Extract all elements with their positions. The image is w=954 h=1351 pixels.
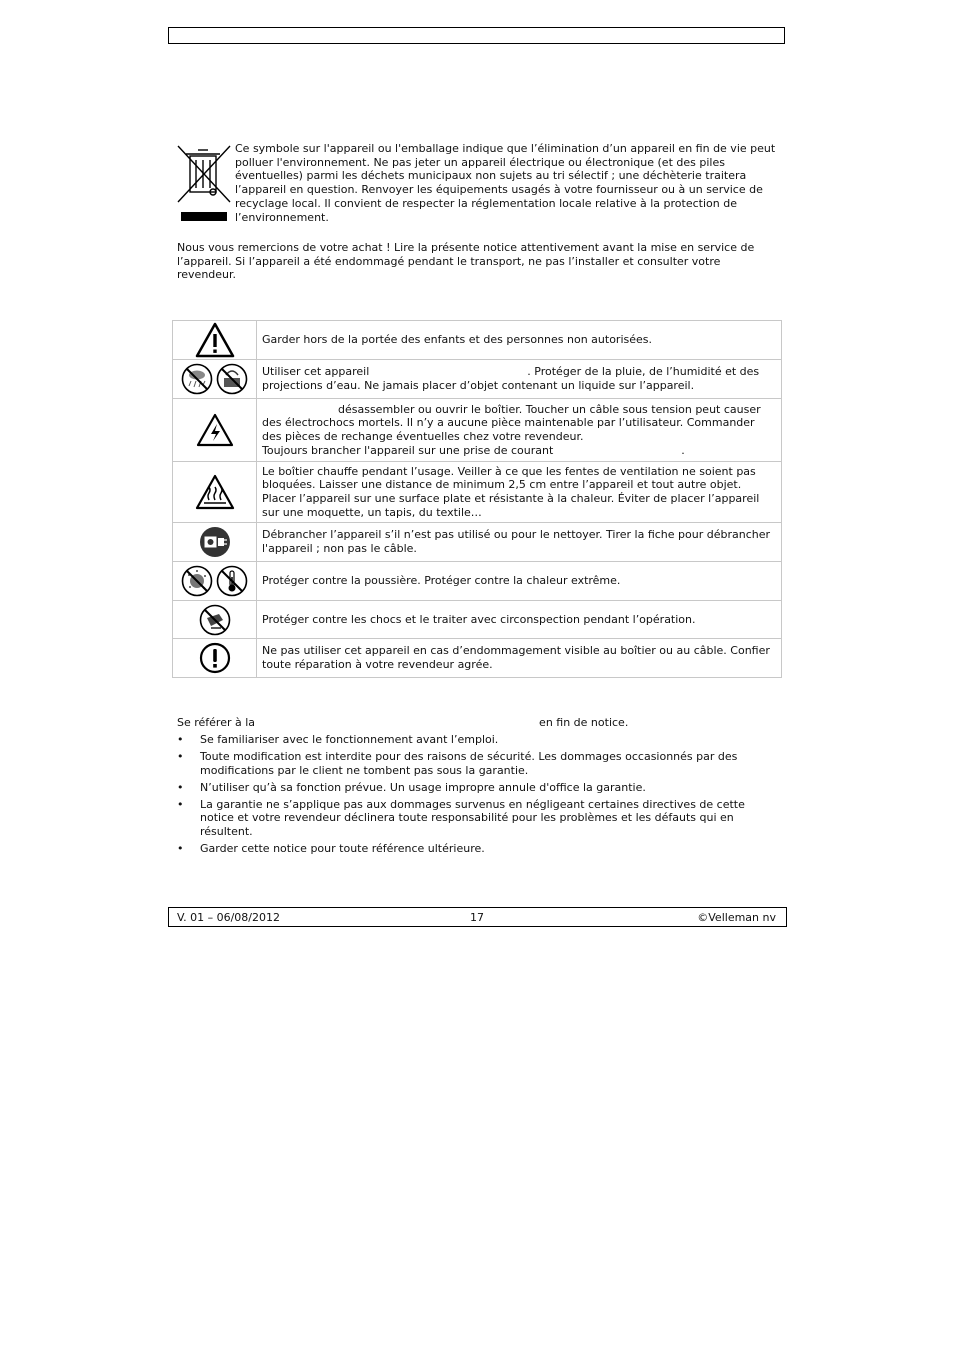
safety-row <box>173 399 782 462</box>
header-box <box>168 27 785 44</box>
unplug-icon <box>199 526 231 558</box>
safety-text: désassembler ou ouvrir le boîtier. Toucher un câble sous tension peut causer des électrochocs mortels. Il n’y a aucune pièce maintenable par l’utilisateur. Commander des pièces de rechange éventuelles chez votre revendeur. Toujours brancher l'appareil sur une prise de courant . <box>257 399 782 462</box>
list-item: • Toute modification est interdite pour des raisons de sécurité. Les dommages occasionnés par des modifications par le client ne tombent pas sous la garantie. <box>177 750 777 777</box>
safety-text: Le boîtier chauffe pendant l’usage. Veiller à ce que les fentes de ventilation ne soient pas bloquées. Laisser une distance de minimum 2,5 cm entre l’appareil et tout autre objet. Placer l’appareil sur une surface plate et résistante à la chaleur. Éviter de placer l’appareil sur une moquette, un tapis, du textile… <box>257 462 782 523</box>
safety-text: Ne pas utiliser cet appareil en cas d’endommagement visible au boîtier ou au câble. Confier toute réparation à votre revendeur agrée. <box>257 639 782 678</box>
refer-line: Se référer à la en fin de notice. <box>177 716 629 729</box>
weee-text: Ce symbole sur l'appareil ou l'emballage indique que l’élimination d’un appareil en fin de vie peut polluer l'environnement. Ne pas jeter un appareil électrique ou électronique (et des piles éventuelles) parmi les déchets municipaux non sujets au tri sélectif ; une déchèterie traitera l’appareil en question. Renvoyer les équipements usagés à votre fournisseur ou à un service de recyclage local. Il convient de respecter la réglementation locale relative à la protection de l’environnement. <box>235 142 776 224</box>
no-shocks-icon <box>199 604 231 636</box>
footer-page-number: 17 <box>470 911 484 924</box>
page-footer <box>168 907 787 927</box>
intro-paragraph: Nous vous remercions de votre achat ! Lire la présente notice attentivement avant la mise en service de l’appareil. Si l’appareil a été endommagé pendant le transport, ne pas l’installer et consulter votre revendeur. <box>177 241 755 282</box>
electric-shock-warning-icon <box>196 413 234 447</box>
footer-version: V. 01 – 06/08/2012 <box>177 911 280 924</box>
no-extreme-heat-icon <box>216 565 248 597</box>
safety-text: Débrancher l’appareil s’il n’est pas utilisé ou pour le nettoyer. Tirer la fiche pour débrancher l'appareil ; non pas le câble. <box>257 523 782 562</box>
exclamation-icon <box>199 642 231 674</box>
no-water-splash-icon <box>216 363 248 395</box>
hot-surface-warning-icon <box>195 474 235 510</box>
safety-row <box>173 360 782 399</box>
safety-row <box>173 321 782 360</box>
safety-row <box>173 639 782 678</box>
list-item: • La garantie ne s’applique pas aux dommages survenus en négligeant certaines directives de cette notice et votre revendeur déclinera toute responsabilité pour les problèmes et les défauts qui en résultent. <box>177 798 777 839</box>
safety-row <box>173 462 782 523</box>
list-item: • Se familiariser avec le fonctionnement avant l’emploi. <box>177 733 777 747</box>
list-item: • Garder cette notice pour toute référence ultérieure. <box>177 842 777 856</box>
guidelines-list <box>177 733 777 859</box>
warning-triangle-icon <box>195 322 235 358</box>
safety-text: Protéger contre la poussière. Protéger contre la chaleur extrême. <box>257 562 782 601</box>
no-rain-icon <box>181 363 213 395</box>
safety-text: Protéger contre les chocs et le traiter avec circonspection pendant l’opération. <box>257 601 782 639</box>
safety-row <box>173 523 782 562</box>
safety-row <box>173 601 782 639</box>
safety-row <box>173 562 782 601</box>
no-dust-icon <box>181 565 213 597</box>
safety-table <box>172 320 782 678</box>
list-item: • N’utiliser qu’à sa fonction prévue. Un usage impropre annule d'office la garantie. <box>177 781 777 795</box>
crossed-out-wheelie-bin-icon <box>176 142 232 226</box>
footer-copyright: ©Velleman nv <box>697 911 776 924</box>
safety-text: Utiliser cet appareil . Protéger de la pluie, de l’humidité et des projections d’eau. Ne jamais placer d’objet contenant un liquide sur l’appareil. <box>257 360 782 399</box>
safety-text: Garder hors de la portée des enfants et des personnes non autorisées. <box>257 321 782 360</box>
